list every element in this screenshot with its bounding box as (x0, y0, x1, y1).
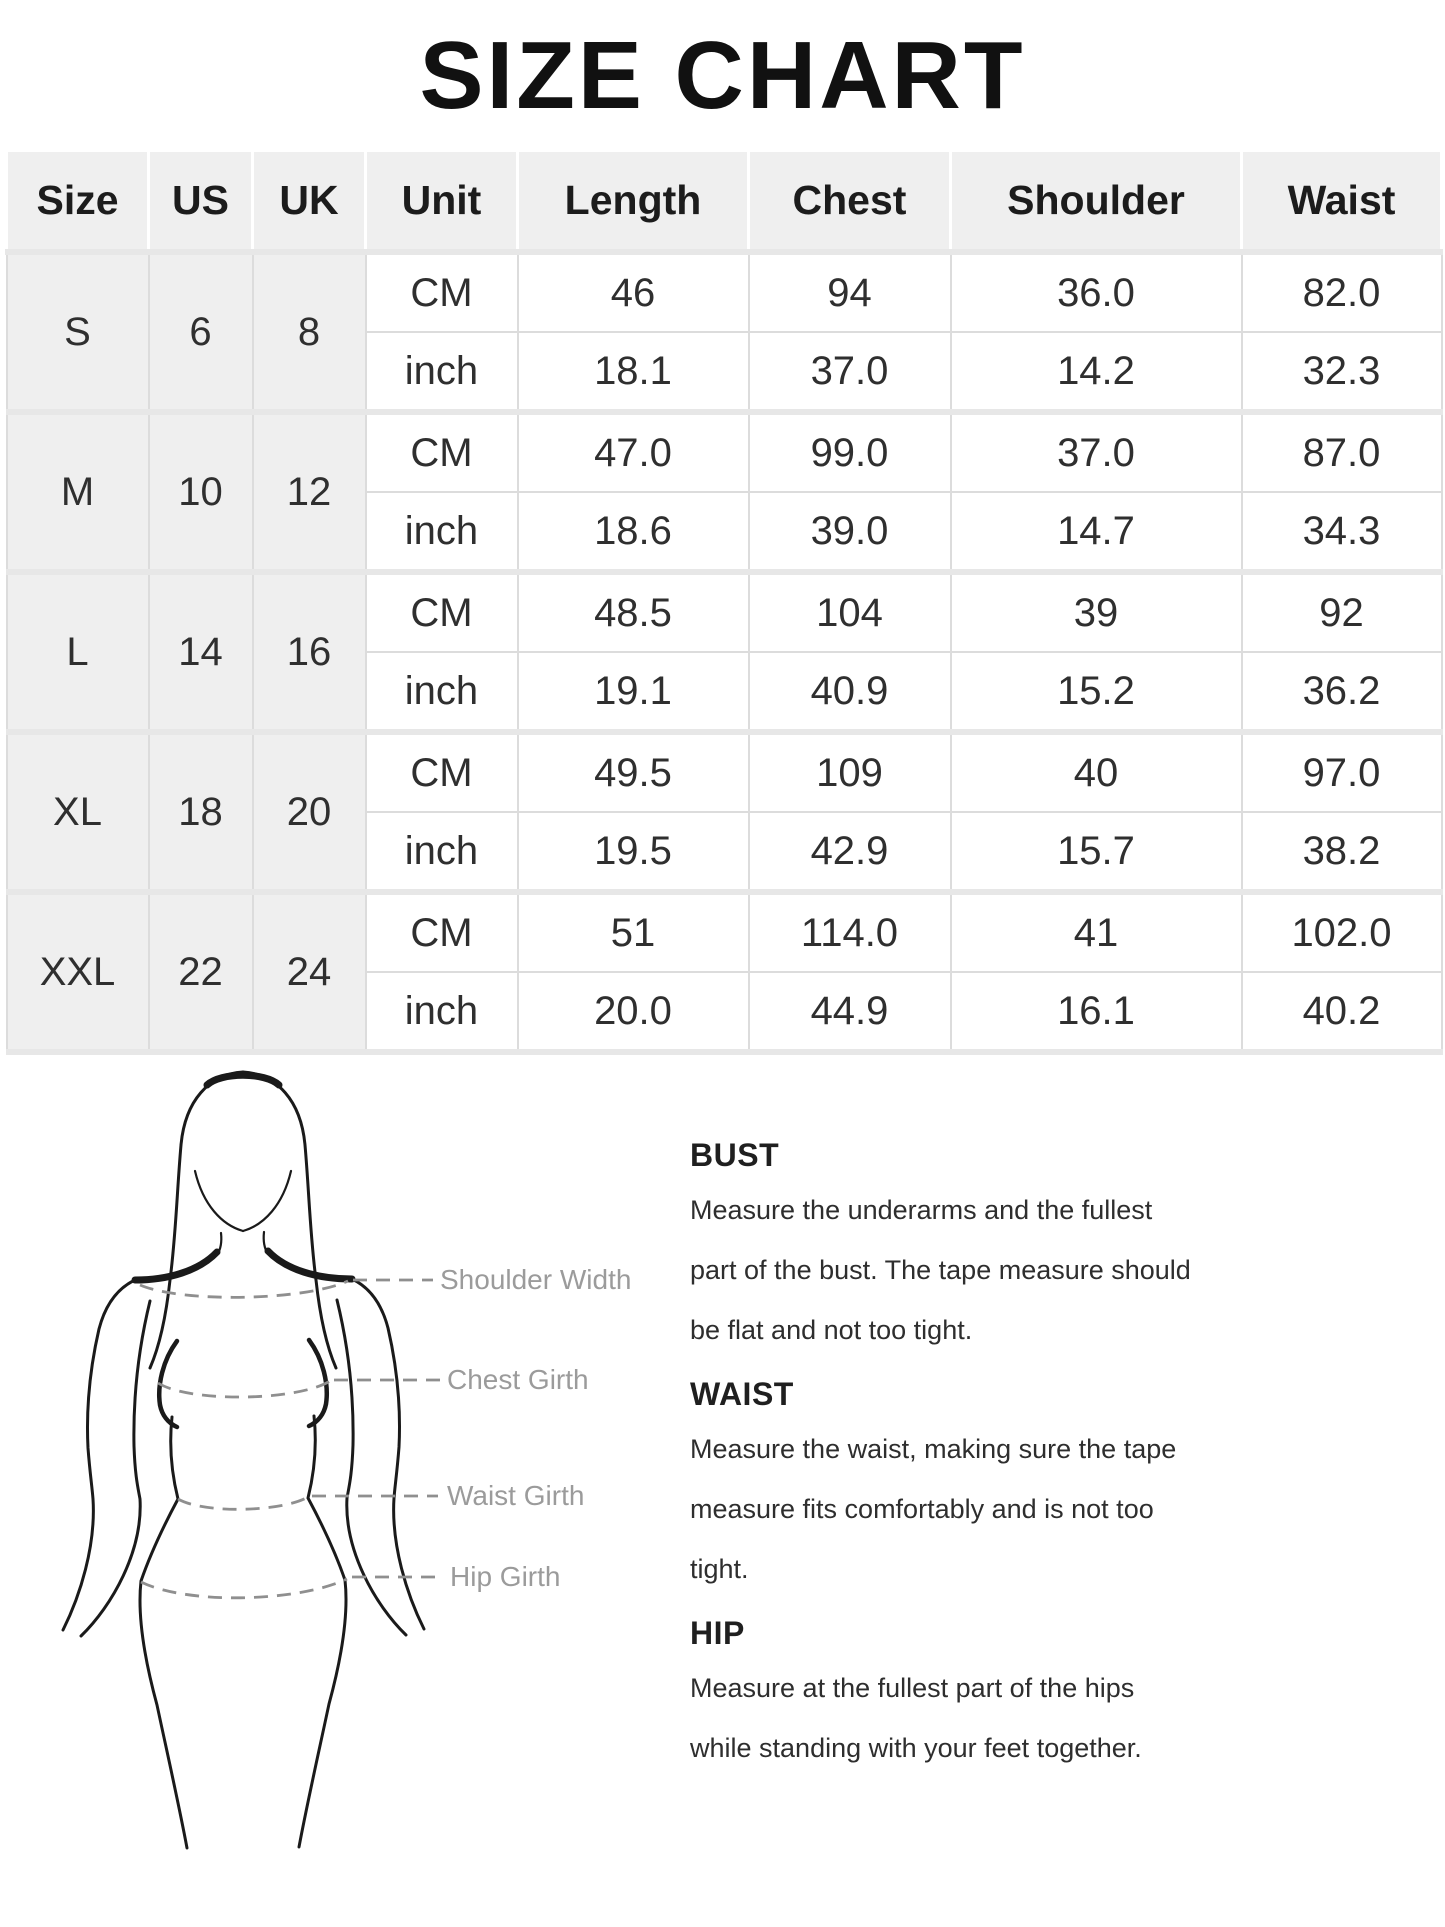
uk-cell: 24 (253, 892, 366, 1052)
value-cell: 104 (749, 572, 951, 652)
instruction-text: while standing with your feet together. (690, 1733, 1142, 1764)
instruction-heading: WAIST (690, 1376, 794, 1413)
value-cell: 38.2 (1242, 812, 1442, 892)
size-group-s (7, 252, 1442, 412)
table-row (7, 572, 1442, 652)
value-cell: 39.0 (749, 492, 951, 572)
size-group-l (7, 572, 1442, 732)
unit-cell: CM (366, 252, 518, 332)
value-cell: 99.0 (749, 412, 951, 492)
value-cell: 34.3 (1242, 492, 1442, 572)
size-table (5, 149, 1443, 1056)
us-cell: 10 (149, 412, 253, 572)
value-cell: 48.5 (518, 572, 749, 652)
value-cell: 15.7 (951, 812, 1242, 892)
value-cell: 19.1 (518, 652, 749, 732)
value-cell: 49.5 (518, 732, 749, 812)
uk-cell: 8 (253, 252, 366, 412)
figure-label-waist-girth: Waist Girth (447, 1480, 585, 1512)
uk-cell: 16 (253, 572, 366, 732)
instruction-bust (690, 1137, 1250, 1360)
table-row (7, 252, 1442, 332)
figure-label-shoulder-width: Shoulder Width (440, 1264, 632, 1296)
instruction-waist (690, 1376, 1250, 1599)
size-cell: S (7, 252, 149, 412)
instruction-text: be flat and not too tight. (690, 1315, 973, 1346)
value-cell: 87.0 (1242, 412, 1442, 492)
value-cell: 40.9 (749, 652, 951, 732)
measuring-instructions (690, 1137, 1250, 1794)
us-cell: 14 (149, 572, 253, 732)
measurement-guide-section (0, 1055, 1445, 1877)
value-cell: 40 (951, 732, 1242, 812)
size-group-xxl (7, 892, 1442, 1052)
value-cell: 51 (518, 892, 749, 972)
instruction-text: Measure the underarms and the fullest (690, 1195, 1153, 1226)
value-cell: 40.2 (1242, 972, 1442, 1052)
value-cell: 97.0 (1242, 732, 1442, 812)
value-cell: 18.1 (518, 332, 749, 412)
value-cell: 92 (1242, 572, 1442, 652)
col-header-shoulder: Shoulder (951, 150, 1242, 252)
us-cell: 22 (149, 892, 253, 1052)
unit-cell: CM (366, 412, 518, 492)
value-cell: 20.0 (518, 972, 749, 1052)
size-cell: XXL (7, 892, 149, 1052)
instruction-text: measure fits comfortably and is not too (690, 1494, 1154, 1525)
figure-illustration (0, 1055, 660, 1875)
value-cell: 82.0 (1242, 252, 1442, 332)
uk-cell: 20 (253, 732, 366, 892)
col-header-chest: Chest (749, 150, 951, 252)
instruction-text: tight. (690, 1554, 749, 1585)
size-cell: XL (7, 732, 149, 892)
uk-cell: 12 (253, 412, 366, 572)
unit-cell: inch (366, 972, 518, 1052)
value-cell: 18.6 (518, 492, 749, 572)
size-cell: L (7, 572, 149, 732)
instruction-text: part of the bust. The tape measure should (690, 1255, 1191, 1286)
col-header-size: Size (7, 150, 149, 252)
us-cell: 6 (149, 252, 253, 412)
col-header-length: Length (518, 150, 749, 252)
value-cell: 32.3 (1242, 332, 1442, 412)
table-row (7, 412, 1442, 492)
value-cell: 14.7 (951, 492, 1242, 572)
col-header-unit: Unit (366, 150, 518, 252)
table-row (7, 732, 1442, 812)
value-cell: 39 (951, 572, 1242, 652)
header-row (7, 150, 1442, 252)
unit-cell: inch (366, 332, 518, 412)
value-cell: 94 (749, 252, 951, 332)
value-cell: 19.5 (518, 812, 749, 892)
col-header-us: US (149, 150, 253, 252)
instruction-text: Measure at the fullest part of the hips (690, 1673, 1135, 1704)
figure-label-hip-girth: Hip Girth (450, 1561, 561, 1593)
woman-silhouette (63, 1072, 424, 1848)
value-cell: 102.0 (1242, 892, 1442, 972)
value-cell: 47.0 (518, 412, 749, 492)
value-cell: 41 (951, 892, 1242, 972)
value-cell: 109 (749, 732, 951, 812)
value-cell: 37.0 (749, 332, 951, 412)
value-cell: 44.9 (749, 972, 951, 1052)
instruction-heading: HIP (690, 1615, 745, 1652)
unit-cell: CM (366, 732, 518, 812)
us-cell: 18 (149, 732, 253, 892)
value-cell: 36.2 (1242, 652, 1442, 732)
value-cell: 42.9 (749, 812, 951, 892)
value-cell: 15.2 (951, 652, 1242, 732)
size-group-xl (7, 732, 1442, 892)
size-table-header (7, 150, 1442, 252)
unit-cell: inch (366, 492, 518, 572)
col-header-waist: Waist (1242, 150, 1442, 252)
value-cell: 114.0 (749, 892, 951, 972)
size-cell: M (7, 412, 149, 572)
unit-cell: inch (366, 812, 518, 892)
instruction-hip (690, 1615, 1250, 1778)
value-cell: 16.1 (951, 972, 1242, 1052)
value-cell: 36.0 (951, 252, 1242, 332)
instruction-text: Measure the waist, making sure the tape (690, 1434, 1177, 1465)
value-cell: 37.0 (951, 412, 1242, 492)
table-row (7, 892, 1442, 972)
unit-cell: CM (366, 572, 518, 652)
page-title: SIZE CHART (419, 22, 1026, 129)
unit-cell: CM (366, 892, 518, 972)
value-cell: 46 (518, 252, 749, 332)
instruction-heading: BUST (690, 1137, 780, 1174)
unit-cell: inch (366, 652, 518, 732)
col-header-uk: UK (253, 150, 366, 252)
figure-wrap (0, 1055, 660, 1875)
value-cell: 14.2 (951, 332, 1242, 412)
size-group-m (7, 412, 1442, 572)
figure-label-chest-girth: Chest Girth (447, 1364, 589, 1396)
